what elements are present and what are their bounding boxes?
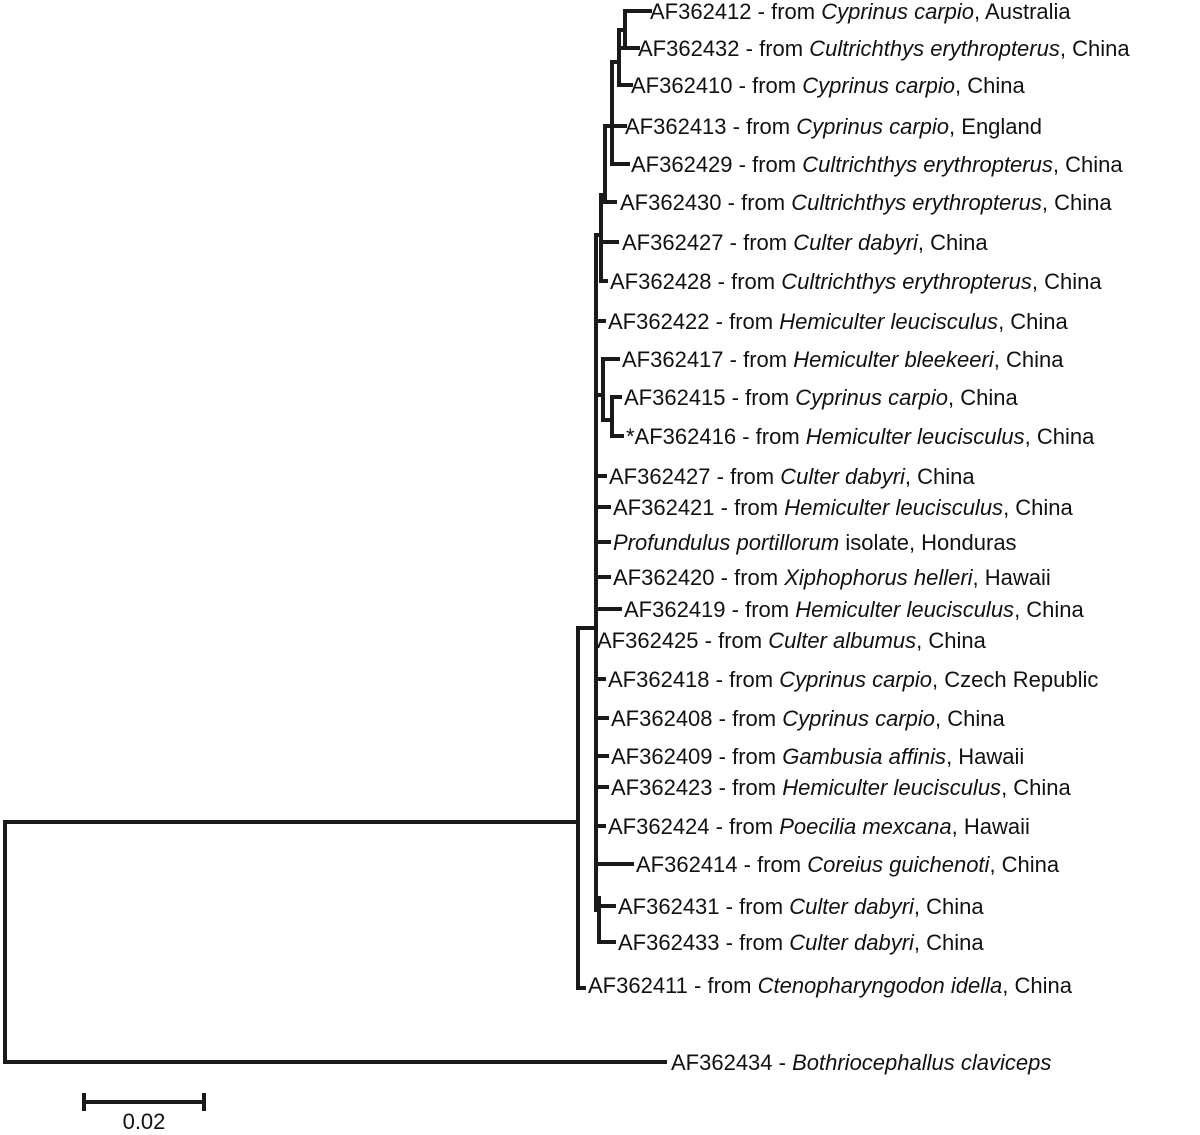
taxon-label xyxy=(608,309,1069,334)
separator: - from xyxy=(723,347,794,372)
locality: , China xyxy=(948,385,1018,410)
separator: - from xyxy=(719,930,790,955)
taxon-label xyxy=(597,628,987,653)
accession: AF362411 xyxy=(588,973,688,998)
taxon-label xyxy=(622,230,988,255)
species-name: Cultrichthys erythropterus xyxy=(781,269,1032,294)
taxon-label xyxy=(671,1050,1051,1075)
species-name: Hemiculter leucisculus xyxy=(805,424,1025,449)
species-name: Xiphophorus helleri xyxy=(784,565,973,590)
species-name: Culter albumus xyxy=(768,628,917,653)
taxon-label xyxy=(620,190,1112,215)
separator: - from xyxy=(739,36,810,61)
species-name: Cultrichthys erythropterus xyxy=(802,152,1053,177)
locality: , England xyxy=(949,114,1043,139)
species-name: Culter dabyri xyxy=(780,464,905,489)
locality: isolate, Honduras xyxy=(839,530,1017,555)
separator: - from xyxy=(751,0,822,24)
separator: - from xyxy=(725,597,796,622)
taxon-label xyxy=(613,495,1074,520)
separator: - from xyxy=(687,973,758,998)
locality: , China xyxy=(1014,597,1084,622)
taxon-label xyxy=(608,667,1098,692)
locality: , China xyxy=(916,628,986,653)
scale-bar xyxy=(84,1093,204,1134)
accession: AF362408 xyxy=(611,706,713,731)
species-name: Hemiculter leucisculus xyxy=(779,309,999,334)
taxon-label xyxy=(625,114,1042,139)
tree-branches xyxy=(5,11,665,1062)
taxon-label xyxy=(611,775,1072,800)
taxon-label xyxy=(631,152,1123,177)
locality: , China xyxy=(913,930,984,955)
species-name: Hemiculter bleekeeri xyxy=(793,347,994,372)
species-name: Culter dabyri xyxy=(789,930,914,955)
species-name: Cultrichthys erythropterus xyxy=(791,190,1042,215)
accession: AF362427 xyxy=(609,464,711,489)
highlighted-taxon-label xyxy=(613,530,1017,555)
species-name: Hemiculter leucisculus xyxy=(782,775,1002,800)
locality: , Hawaii xyxy=(951,814,1030,839)
species-name: Cyprinus carpio xyxy=(802,73,956,98)
locality: , Hawaii xyxy=(972,565,1051,590)
species-name: Coreius guichenoti xyxy=(807,852,990,877)
accession: AF362413 xyxy=(625,114,727,139)
accession: AF362424 xyxy=(608,814,710,839)
species-name: Profundulus portillorum xyxy=(613,530,840,555)
locality: , China xyxy=(913,894,984,919)
locality: , China xyxy=(989,852,1060,877)
separator: - from xyxy=(709,309,780,334)
locality: , Australia xyxy=(974,0,1071,24)
taxon-label xyxy=(610,269,1102,294)
locality: , China xyxy=(935,706,1005,731)
taxon-label xyxy=(624,385,1019,410)
locality: , Hawaii xyxy=(946,744,1025,769)
taxon-label xyxy=(636,852,1060,877)
locality: , China xyxy=(1059,36,1130,61)
accession: AF362432 xyxy=(638,36,740,61)
accession: AF362425 xyxy=(597,628,699,653)
species-name: Culter dabyri xyxy=(793,230,918,255)
locality: , China xyxy=(1052,152,1123,177)
locality: , China xyxy=(1024,424,1095,449)
accession: AF362431 xyxy=(618,894,720,919)
species-name: Ctenopharyngodon idella xyxy=(757,973,1003,998)
taxon-label xyxy=(638,36,1130,61)
species-name: Hemiculter leucisculus xyxy=(784,495,1004,520)
separator: - from xyxy=(723,230,794,255)
taxon-label xyxy=(588,973,1073,998)
species-name: Cyprinus carpio xyxy=(782,706,936,731)
species-name: Cyprinus carpio xyxy=(821,0,975,24)
separator: - from xyxy=(732,152,803,177)
separator: - from xyxy=(725,385,796,410)
taxon-label xyxy=(609,464,975,489)
species-name: Bothriocephallus claviceps xyxy=(792,1050,1052,1075)
accession: AF362410 xyxy=(631,73,733,98)
accession: AF362419 xyxy=(624,597,726,622)
separator: - from xyxy=(721,190,792,215)
locality: , China xyxy=(904,464,975,489)
accession: AF362418 xyxy=(608,667,710,692)
species-name: Hemiculter leucisculus xyxy=(795,597,1015,622)
taxon-label xyxy=(618,930,984,955)
locality: , China xyxy=(1031,269,1102,294)
separator: - from xyxy=(711,269,782,294)
separator: - from xyxy=(737,852,808,877)
accession: AF362412 xyxy=(650,0,752,24)
locality: , China xyxy=(955,73,1025,98)
taxon-label xyxy=(626,424,1095,449)
accession: AF362434 xyxy=(671,1050,773,1075)
separator: - from xyxy=(732,73,803,98)
taxon-labels xyxy=(588,0,1130,1075)
separator: - from xyxy=(712,744,783,769)
taxon-label xyxy=(650,0,1071,24)
separator: - from xyxy=(726,114,797,139)
accession: AF362429 xyxy=(631,152,733,177)
locality: , China xyxy=(1041,190,1112,215)
taxon-label xyxy=(624,597,1085,622)
accession: AF362414 xyxy=(636,852,738,877)
accession: AF362423 xyxy=(611,775,713,800)
separator: - from xyxy=(714,495,785,520)
locality: , Czech Republic xyxy=(932,667,1099,692)
accession: AF362420 xyxy=(613,565,715,590)
accession: AF362409 xyxy=(611,744,713,769)
scale-bar-label: 0.02 xyxy=(122,1109,166,1134)
separator: - xyxy=(772,1050,793,1075)
separator: - from xyxy=(709,814,780,839)
accession: *AF362416 xyxy=(626,424,737,449)
locality: , China xyxy=(993,347,1064,372)
taxon-label xyxy=(611,744,1024,769)
separator: - from xyxy=(736,424,806,449)
taxon-label xyxy=(618,894,984,919)
species-name: Cultrichthys erythropterus xyxy=(809,36,1060,61)
locality: , China xyxy=(1001,775,1071,800)
species-name: Cyprinus carpio xyxy=(796,114,950,139)
separator: - from xyxy=(714,565,785,590)
accession: AF362430 xyxy=(620,190,722,215)
accession: AF362415 xyxy=(624,385,726,410)
separator: - from xyxy=(698,628,769,653)
locality: , China xyxy=(1003,495,1073,520)
taxon-label xyxy=(631,73,1026,98)
locality: , China xyxy=(917,230,988,255)
species-name: Gambusia affinis xyxy=(782,744,947,769)
taxon-label xyxy=(622,347,1064,372)
taxon-label xyxy=(613,565,1051,590)
locality: , China xyxy=(1002,973,1072,998)
separator: - from xyxy=(710,464,781,489)
separator: - from xyxy=(719,894,790,919)
separator: - from xyxy=(712,706,783,731)
species-name: Cyprinus carpio xyxy=(779,667,933,692)
separator: - from xyxy=(712,775,783,800)
species-name: Culter dabyri xyxy=(789,894,914,919)
taxon-label xyxy=(611,706,1006,731)
accession: AF362433 xyxy=(618,930,720,955)
taxon-label xyxy=(608,814,1030,839)
accession: AF362428 xyxy=(610,269,712,294)
separator: - from xyxy=(709,667,780,692)
accession: AF362417 xyxy=(622,347,724,372)
species-name: Cyprinus carpio xyxy=(795,385,949,410)
species-name: Poecilia mexcana xyxy=(779,814,952,839)
locality: , China xyxy=(998,309,1068,334)
accession: AF362421 xyxy=(613,495,715,520)
accession: AF362427 xyxy=(622,230,724,255)
accession: AF362422 xyxy=(608,309,710,334)
